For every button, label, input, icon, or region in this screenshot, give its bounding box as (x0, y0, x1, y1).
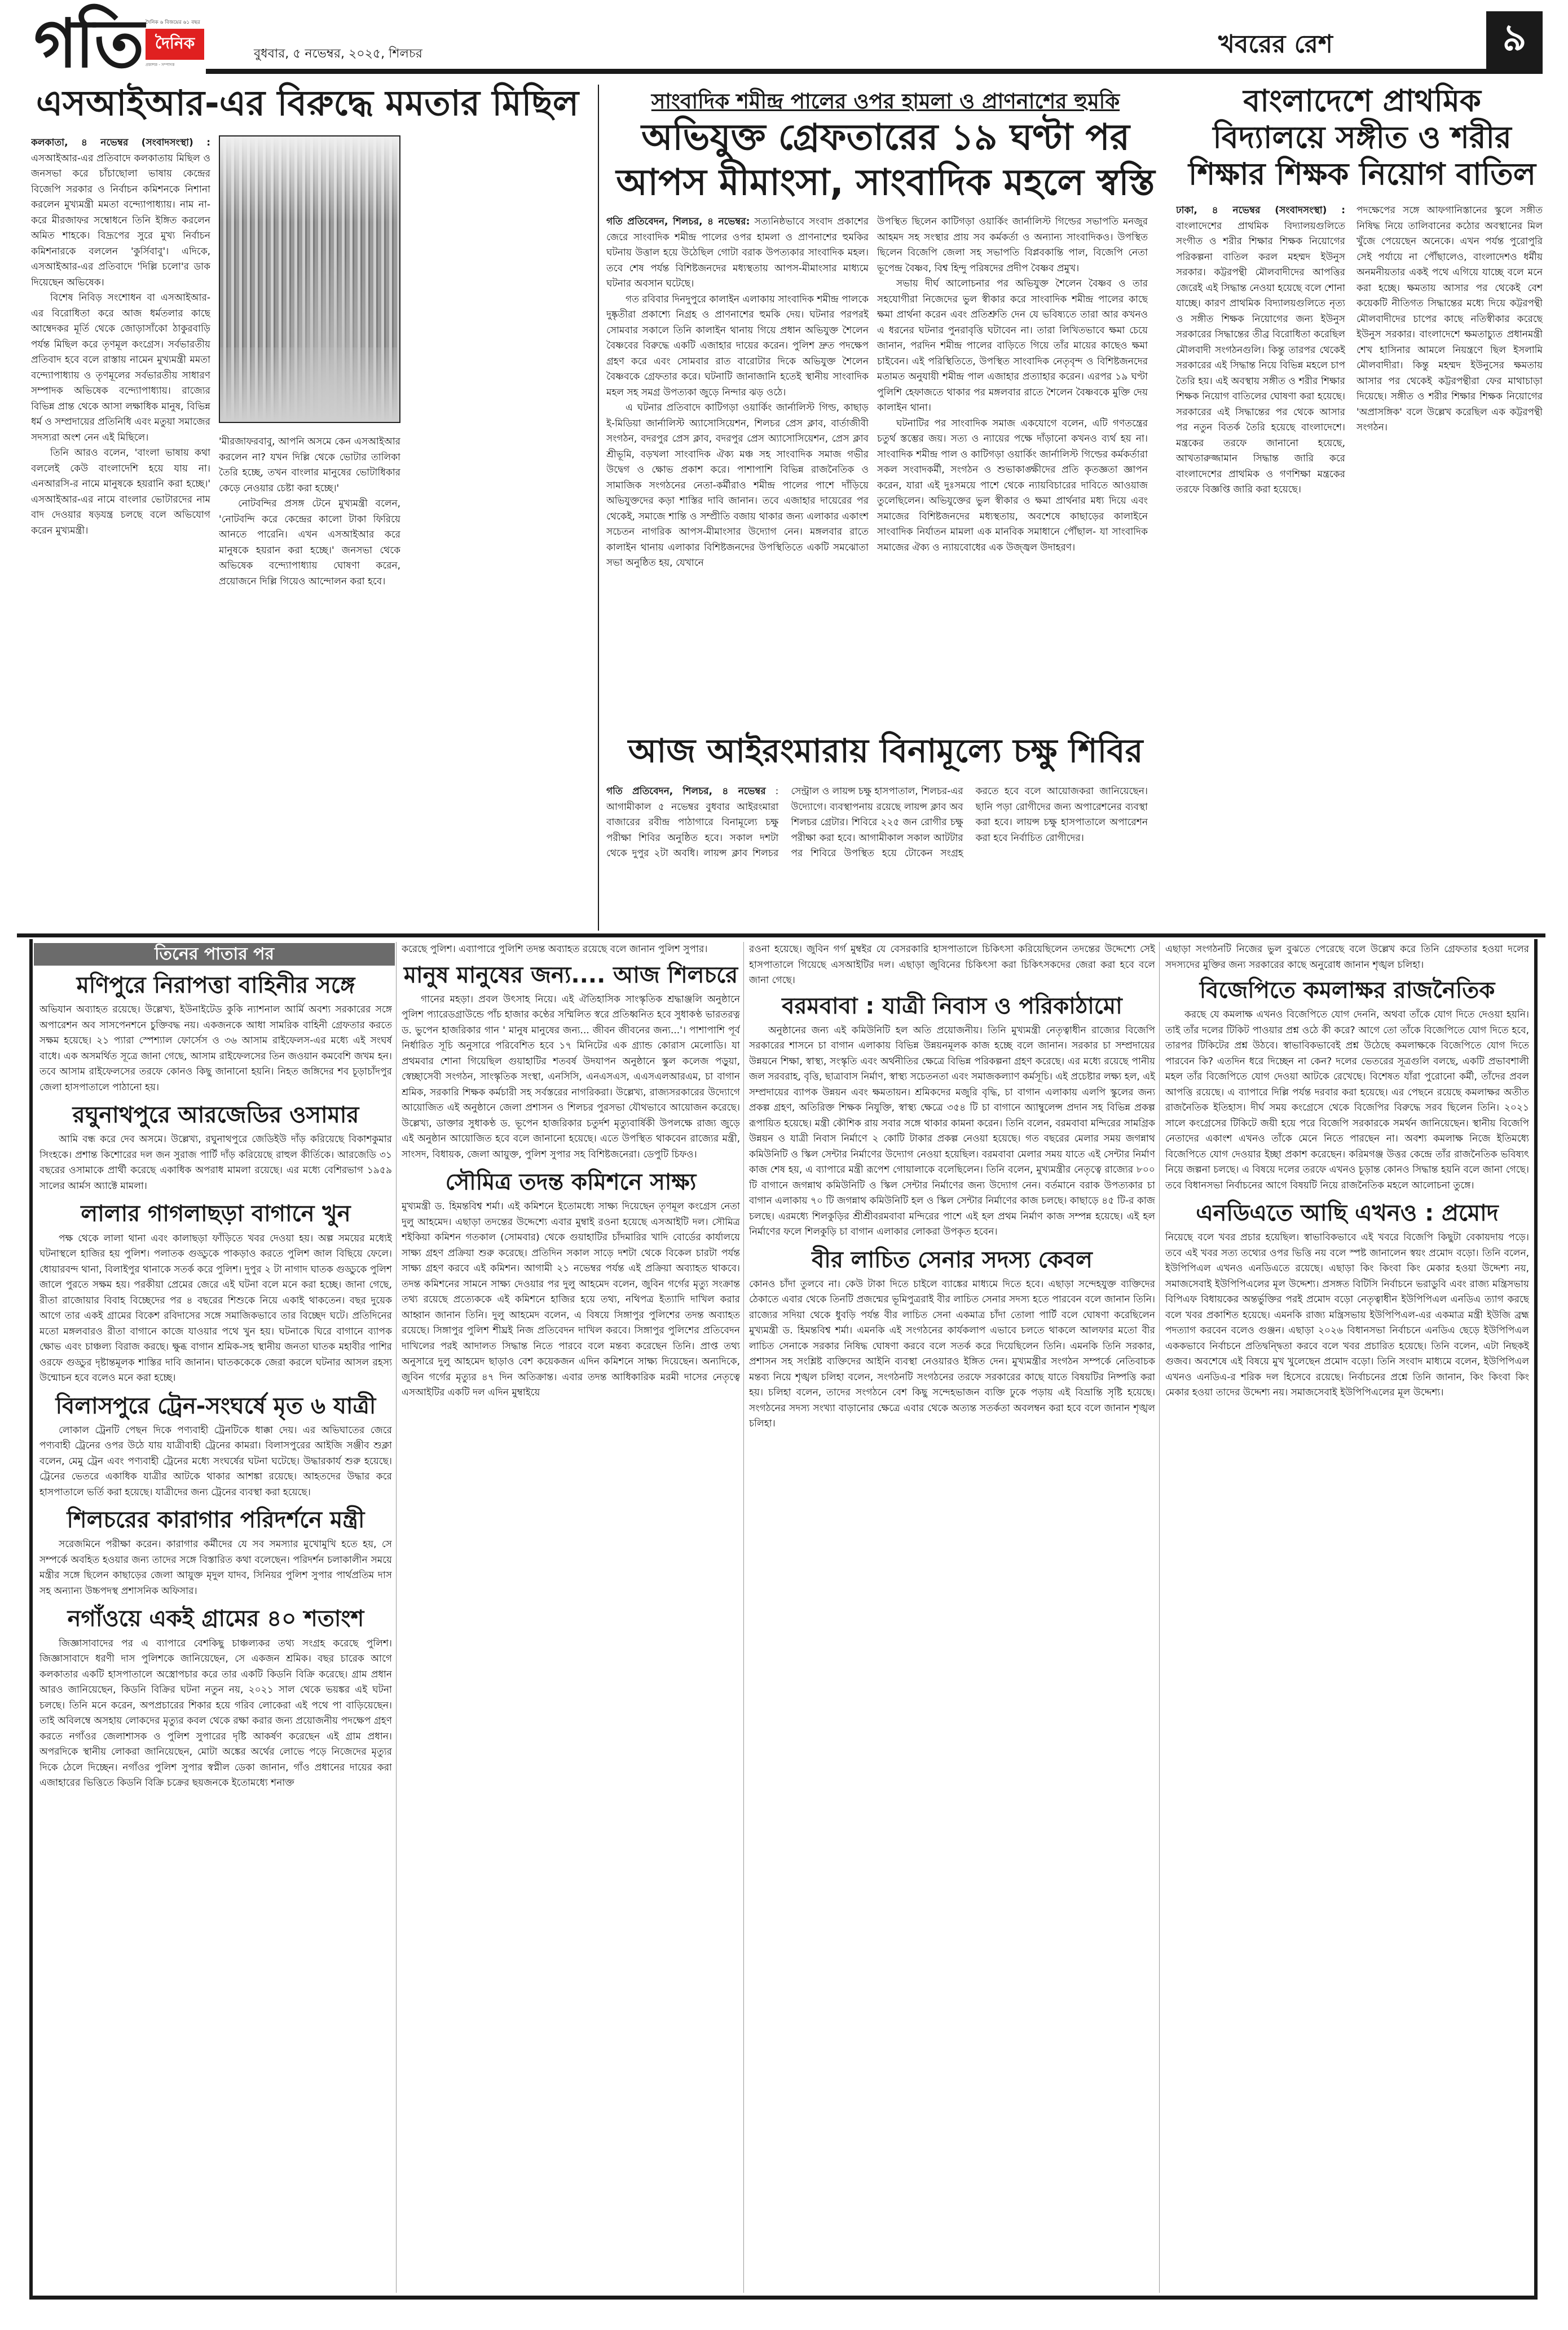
bangladesh-text: পদক্ষেপের সঙ্গে আফগানিস্তানের স্কুলে সঙ্গীত নিষিদ্ধ নিয়ে তালিবানের কঠোর অবস্থানের মিল খুঁজে পেয়েছেন অনেকে। এখন পর্যন্ত পুরোপুরি সেই পর্যায়ে না পৌঁছালেও, বাংলাদেশও ধর্মীয় অনমনীয়তার একই পথে এগিয়ে যাচ্ছে বলে মনে করা হচ্ছে। ক্ষমতায় আসার পর থেকেই বেশ কয়েকটি নীতিগত সিদ্ধান্তের মধ্যে দিয়ে কট্টরপন্থী মৌলবাদীদের চাপের কাছে নতিস্বীকার করেছে ইউনুস সরকার। বাংলাদেশে ক্ষমতাচ্যুত প্রধানমন্ত্রী শেখ হাসিনার আমলে নিয়ন্ত্রণে ছিল ইসলামি মৌলবাদীরা। কিন্তু মহম্মদ ইউনুসের ক্ষমতায় আসার পর থেকেই কট্টরপন্থীরা ফের মাথাচাড়া দিয়েছে। সঙ্গীত ও শরীর শিক্ষার শিক্ষক নিয়োগের 'অপ্রাসঙ্গিক' বলে উল্লেখ করেছিল এক কট্টরপন্থী সংগঠন। (1356, 205, 1543, 433)
daily-badge (146, 18, 204, 70)
column-divider (598, 85, 599, 931)
manipur-text: অভিযান অব্যাহত রয়েছে। উল্লেখ্য, ইউনাইটেড কুকি ন্যাশনাল আর্মি অবশ্য সরকারের সঙ্গে অপারেশন অব সাসপেনশনে চুক্তিবদ্ধ নয়। একজনকে আধা সামরিক বাহিনী গ্রেফতার করতে সক্ষম হয়েছে। ২১ প্যারা স্পেশ্যাল ফোর্সেস ও ৩৬ আসাম রাইফেলস-এর মধ্যে এই সংঘর্ষ বাধে। এক অসমর্থিত সূত্রে জানা গেছে, আসাম রাইফেলসের তিন জওয়ান কমবেশি জখম হন। তবে আসাম রাইফেলসের তরফে কোনও কিছু জানানো হয়নি। নিহত জঙ্গিদের শব চূড়াচাঁদপুর জেলা হাসপাতালে পাঠানো হয়। (39, 1004, 392, 1093)
zubeen-continued-text: রওনা হয়েছে। জুবিন গর্গ মুম্বইর যে বেসরকারি হাসপাতালে চিকিৎসা করিয়েছিলেন তদন্তের উদ্দেশ্যে সেই হাসপাতালে গিয়েছে এসআইটির দল। এছাড়া জুবিনের চিকিৎসা করা চিকিৎসকদের জেরা করা হবে বলে জানা গেছে। (749, 944, 1155, 986)
bir-lachit-text: কোনও চাঁদা তুলবে না। কেউ টাকা দিতে চাইলে ব্যাঙ্কের মাধ্যমে দিতে হবে। এছাড়া সন্দেহযুক্ত ব্যক্তিদের ঠেকাতে এবার থেকে তিনটি প্রজন্মের ভূমিপুত্ররাই বীর লাচিত সেনার সদস্য হতে পারবেন বলে জানান তিনি। রাজ্যের সদিয়া থেকে ধুবড়ি পর্যন্ত বীর লাচিত সেনা একমাত্র চাঁদা তোলা পার্টি বলে ঘোষণা করেছিলেন মুখ্যমন্ত্রী ড. হিমন্তবিশ্ব শর্মা। এমনকি এই সংগঠনের কার্যকলাপ এভাবে চলতে থাকলে আলফার মতো বীর লাচিত সেনাকে সরকার নিষিদ্ধ ঘোষণা করবে বলে সতর্ক করে দিয়েছিলেন তিনি। এমনকি তিনি সরকার, প্রশাসন সহ সংশ্লিষ্ট ব্যক্তিদের আইনি ব্যবস্থা নেওয়ারও ইঙ্গিত দেন। মুখ্যমন্ত্রীর সংগঠন সম্পর্কে নেতিবাচক মন্তব্য নিয়ে শৃঙ্খল চলিহা বলেন, সংগঠনটি সংগঠনের তরফে সরকারের কাছে যাতে বিষয়টির নিষ্পত্তি করা হয়। চলিহা বলেন, তাদের সংগঠনে বেশ কিছু সন্দেহভাজন ব্যক্তি ঢুকে পড়ায় এই বিভ্রান্তি সৃষ্টি হয়েছে। সংগঠনের সদস্য সংখ্যা বাড়ানোর ক্ষেত্রে এবার থেকে অত্যন্ত সতর্কতা অবলম্বন করা হবে বলে জানান শৃঙ্খল চলিহা। (749, 1278, 1155, 1430)
bilaspur-text: লোকাল ট্রেনটি পেছন দিকে পণ্যবাহী ট্রেনটিকে ধাক্কা দেয়। এর অভিঘাতের জেরে পণ্যবাহী ট্রেনের ওপর উঠে যায় যাত্রীবাহী ট্রেনের কামরা। বিলাসপুরের আইজি সঞ্জীব শুক্লা বলেন, মেমু ট্রেন এবং পণ্যবাহী ট্রেনের মধ্যে সংঘর্ষের ঘটনা ঘটেছে। উদ্ধারকার্য শুরু হয়েছে। ট্রেনের ভেতরে একাধিক যাত্রীর আটকে থাকার আশঙ্কা রয়েছে। আহতদের উদ্ধার করে হাসপাতালে ভর্তি করা হয়েছে। যাত্রীদের জন্য ট্রেনের ব্যবস্থা করা হয়েছে। (39, 1424, 392, 1498)
journalist-kicker: সাংবাদিক শমীন্দ্র পালের ওপর হামলা ও প্রাণনাশের হুমকি (651, 89, 1120, 113)
continued-col1 (39, 970, 392, 2290)
bangladesh-article-col1 (1176, 203, 1345, 931)
journalist-headline-line2: আপস মীমাংসা, সাংবাদিক মহলে স্বস্তি (616, 162, 1155, 204)
kamalakhya-headline: বিজেপিতে কমলাক্ষর রাজনৈতিক (1199, 977, 1495, 1003)
page-number: ৯ (1486, 11, 1543, 69)
mamata-para: 'মীরজাফরবাবু, আপনি অসমে কেন এসআইআর করলেন না? যখন দিল্লি থেকে ভোটার তালিকা তৈরি হচ্ছে, তখন বাংলার মানুষের ভোটাধিকার কেড়ে নেওয়ার চেষ্টা করা হচ্ছে।' (219, 436, 400, 494)
eye-camp-headline: আজ আইরংমারায় বিনামূল্যে চক্ষু শিবির (628, 732, 1143, 770)
raghunathpur-headline: রঘুনাথপুরে আরজেডির ওসামার (72, 1102, 359, 1129)
bangladesh-headline-line2: বিদ্যালয়ে সঙ্গীত ও শরীর (1213, 120, 1512, 155)
section-divider (17, 933, 1545, 937)
baram-baba-headline: বরমবাবা : যাত্রী নিবাস ও পরিকাঠামো (782, 993, 1122, 1019)
pramod-text: নিয়েছে বলে খবর প্রচার হয়েছিল। স্বাভাবিকভাবে এই খবরে বিজেপি কিছুটা বেকায়দায় পড়ে। তবে এই খবর সত্য তথ্যের ওপর ভিত্তি নয় বলে স্পষ্ট জানালেন স্বয়ং প্রমোদ বড়ো। তিনি বলেন, ইউপিপিএল এখনও এনডিএতে রয়েছে। এছাড়া কিং কিংবা কিং মেকার হওয়া উদ্দেশ্য নয়, সমাজসেবাই ইউপিপিএলের মূল উদ্দেশ্য। প্রসঙ্গত বিটিসি নির্বাচনে ভরাডুবি এবং রাজ্য মন্ত্রিসভায় বিপিএফ বিধায়কের অন্তর্ভুক্তির পরই প্রমোদ বড়ো নেতৃত্বাধীন ইউপিপিএল এনডিএ ত্যাগ করছে বলে খবর প্রকাশিত হয়েছে। এমনকি রাজ্য মন্ত্রিসভায় ইউপিপিএল-এর একমাত্র মন্ত্রী ইউজি ব্রহ্ম পদত্যাগ করবেন বলেও গুঞ্জন। এছাড়া ২০২৬ বিধানসভা নির্বাচনে এনডিএ ছেড়ে ইউপিপিএল এককভাবে নির্বাচনে প্রতিদ্বন্দ্বিতা করবে বলে খবর প্রচারিত হয়েছে। তিনি বলেন, এটা নিছকই গুজব। অবশেষে এই বিষয়ে মুখ খুলেছেন প্রমোদ বড়ো। তিনি সংবাদ মাধ্যমে বলেন, ইউপিপিএল এখনও এনডিএ-র শরিক দল হিসেবে রয়েছে। নির্বাচনের প্রশ্নে তিনি জানান, কিং কিংবা কিং মেকার হওয়া তাদের উদ্দেশ্য নয়। সমাজসেবাই ইউপিপিএলের মূল উদ্দেশ্য। (1165, 1232, 1529, 1399)
column-divider (1159, 942, 1160, 2293)
pramod-headline: এনডিএতে আছি এখনও : প্রমোদ (1196, 1200, 1499, 1227)
bangladesh-headline-line3: শিক্ষার শিক্ষক নিয়োগ বাতিল (1188, 156, 1536, 192)
manush-text: গানের মহড়া। প্রবল উৎসাহ নিয়ে। এই ঐতিহাসিক সাংস্কৃতিক শ্রদ্ধাঞ্জলি অনুষ্ঠানে পুলিশ প্যারেডগ্রাউন্ডে পাঁচ হাজার কণ্ঠের সম্মিলিত স্বরে প্রতিধ্বনিত হবে সুধাকণ্ঠ ভারতরত্ন ড. ভুপেন হাজরিকার গান ' মানুষ মানুষের জন্য... জীবন জীবনের জন্য...'। পাশাপাশি পূর্ব নির্ধারিত সূচি অনুসারে পরিবেশিত হবে ১৭ মিনিটের এক গ্র্যান্ড কোরাস মেলোডি। যা প্রথমবার শোনা গিয়েছিল গুয়াহাটির শতবর্ষ উদযাপন অনুষ্ঠানে স্কুল কলেজ পড়ুয়া, স্বেচ্ছাসেবী সংগঠন, সাংস্কৃতিক সংস্থা, এনসিসি, এনএসএস, এএসএলআরএম, চা বাগান শ্রমিক, সরকারি শিক্ষক কর্মচারী সহ সর্বস্তরের নাগরিকরা। উল্লেখ্য, রাজ্যসরকারের উদ্যোগে আয়োজিত এই অনুষ্ঠানে জেলা প্রশাসন ও শিলচর পুরসভা যৌথভাবে আয়োজন করেছে। উল্লেখ্য, ডাক্তার সুধাকণ্ঠ ড. ভূপেন হাজরিকার চতুর্দশ মৃত্যুবার্ষিকী উপলক্ষে রাজ্য জুড়ে এই অনুষ্ঠান আয়োজিত হবে বলে জানানো হয়েছে। এতে উপস্থিত থাকবেন রাজ্যের মন্ত্রী, সাংসদ, বিধায়ক, জেলা আয়ুক্ত, পুলিশ সুপার সহ বিশিষ্টজনেরা। ডেপুটি চিফও। (402, 993, 740, 1160)
journalist-para: এ ঘটনার প্রতিবাদে কাটিগড়া ওয়ার্কিং জার্নালিস্ট গিল্ড, কাছাড় ই-মিডিয়া জার্নালিস্ট অ্যাসোসিয়েশন, শিলচর প্রেস ক্লাব, বার্তাজীবী সংগঠন, বদরপুর প্রেস ক্লাব, বদরপুর প্রেস অ্যাসোসিয়েশন, প্রেস ক্লাব শ্রীভূমি, বড়খলা সাংবাদিক ঐক্য মঞ্চ সহ সাংবাদিক সমাজ গভীর উদ্বেগ ও ক্ষোভ প্রকাশ করে। পাশাপাশি বিভিন্ন রাজনৈতিক ও সামাজিক সংগঠনের নেতা-কর্মীরাও শমীন্দ্র পালের পাশে দাঁড়িয়ে অভিযুক্তদের কড়া শাস্তির দাবি জানান। তবে এজাহার দায়েরের পর থেকেই, সমাজে শান্তি ও সম্প্রীতি বজায় থাকার জন্য এলাকার একাংশ সচেতন নাগরিক আপস-মীমাংসার উদ্যোগ নেন। মঙ্গলবার রাতে কালাইন থানায় এলাকার বিশিষ্টজনদের উপস্থিতিতে একটি সমঝোতা সভা অনুষ্ঠিত হয়, যেখানে (606, 402, 869, 569)
raghunathpur-text: আমি বন্ধ করে দেব অসমে। উল্লেখ্য, রঘুনাথপুরে জেডিইউ দাঁড় করিয়েছে বিকাশকুমার সিংহকে। প্রশান্ত কিশোরের দল জন সুরাজ পার্টি দাঁড় করিয়েছে রাহুল কীর্তিকে। আরজেডি ৩১ বছরের ওসামাকে প্রার্থী করেছে একাধিক অপরাধ মামলা রয়েছে। এর মধ্যে বেশিরভাগ ১৯৫৯ সালের আর্মস অ্যাক্টে মামলা। (39, 1134, 392, 1192)
silchar-jail-headline: শিলচরের কারাগার পরিদর্শনে মন্ত্রী (67, 1507, 365, 1534)
journalist-article-col1 (606, 214, 869, 725)
journalist-para: সভায় দীর্ঘ আলোচনার পর অভিযুক্ত শৈলেন বৈষ্ণব ও তার সহযোগীরা নিজেদের ভুল স্বীকার করে সাংবাদিক শমীন্দ্র পালের কাছে ক্ষমা প্রার্থনা করেন এবং প্রতিশ্রুতি দেন যে ভবিষ্যতে তারা আর কখনও এ ধরনের ঘটনার পুনরাবৃত্তি ঘটাবেন না। তারা লিখিতভাবে ক্ষমা চেয়ে জানান, পরদিন শমীন্দ্র পালের বাড়িতে গিয়ে তাঁর মায়ের কাছেও ক্ষমা চাইবেন। এই পরিস্থিতিতে, উপস্থিত সাংবাদিক নেতৃবৃন্দ ও বিশিষ্টজনদের মতামত অনুযায়ী শমীন্দ্র পাল এজাহার প্রত্যাহার করেন। এরপর ১৯ ঘণ্টা পুলিশি হেফাজতে থাকার পর মঙ্গলবার রাতে শৈলেন বৈষ্ণবকে মুক্তি দেয় কালাইন থানা। (877, 278, 1148, 413)
eye-camp-text: : আগামীকাল ৫ নভেম্বর বুধবার আইরংমারা বাজারের রবীন্দ্র পাঠাগারে বিনামূল্যে চক্ষু পরীক্ষা শিবির অনুষ্ঠিত হবে। সকাল দশটা থেকে দুপুর ২টা অবধি। লায়ন্স ক্লাব শিলচর সেন্ট্রাল ও লায়ন্স চক্ষু হাসপাতাল, শিলচর-এর উদ্যোগে। ব্যবস্থাপনায় রয়েছে লায়ন্স ক্লাব অব শিলচর গ্রেটার। শিবিরে ২২৫ জন রোগীর চক্ষু পরীক্ষা করা হবে। আগামীকাল সকাল আটটার পর শিবিরে উপস্থিত হয়ে টোকেন সংগ্রহ করতে হবে বলে আয়োজকরা জানিয়েছেন। ছানি পড়া রোগীদের জন্য অপারেশনের ব্যবস্থা করা হবে। লায়ন্স চক্ষু হাসপাতালে অপারেশন করা হবে নির্বাচিত রোগীদের। (606, 786, 1148, 859)
bir-lachit-headline: বীর লাচিত সেনার সদস্য কেবল (812, 1247, 1093, 1273)
bangladesh-article-col2 (1356, 203, 1543, 931)
badge-label: দৈনিক (146, 29, 204, 60)
soumitra-headline: সৌমিত্র তদন্ত কমিশনে সাক্ষ্য (445, 1169, 697, 1196)
manush-headline: মানুষ মানুষের জন্য.... আজ শিলচরে (403, 962, 738, 988)
photo-road (220, 347, 399, 422)
kamalakhya-text: করছে যে কমলাক্ষ এখনও বিজেপিতে যোগ দেননি, অথবা তাঁকে যোগ দিতে দেওয়া হয়নি। তাই তাঁর দলের টিকিট পাওয়ার প্রশ্ন ওঠে কী করে? আগে তো তাঁকে বিজেপিতে যোগ দিতে হবে, তারপর টিকিটের প্রশ্ন উঠবে। স্বাভাবিকভাবেই প্রশ্ন উঠেছে কমলাক্ষকে বিজেপিতে যোগ দিতে পারবেন কি? এতদিন ধরে দিচ্ছেন না কেন? দলের ভেতরের সূত্রগুলি বলছে, একটি প্রভাবশালী মহল তাঁর বিজেপিতে যোগ দেওয়া আটকে রেখেছে। বিশেষত যাঁরা পুরোনো কর্মী, তাঁদের প্রবল আপত্তি রয়েছে। এ ব্যাপারে দিল্লি পর্যন্ত দরবার করা হয়েছে। এর পেছনে রয়েছে কমলাক্ষর অতীত রাজনৈতিক ইতিহাস। দীর্ঘ সময় কংগ্রেসে থেকে বিজেপির বিরুদ্ধে সরব ছিলেন তিনি। ২০২১ সালে কংগ্রেসের টিকিটে জয়ী হয়ে পরে বিজেপি সরকারকে সমর্থন জানিয়েছেন। স্থানীয় বিজেপি নেতাদের একাংশ এখনও তাঁকে মেনে নিতে পারছেন না। অবশ্য কমলাক্ষ নিজে ইতিমধ্যে বিজেপিতে যোগ দেওয়ার ইচ্ছা প্রকাশ করেছেন। করিমগঞ্জ উত্তর কেন্দ্রে তাঁর রাজনৈতিক ভবিষ্যৎ নিয়ে জল্পনা চলছে। এ বিষয়ে দলের তরফে এখনও চূড়ান্ত কোনও সিদ্ধান্ত হয়নি বলে জানা গেছে। তবে বিধানসভা নির্বাচনের আগে বিষয়টি নিয়ে রাজনৈতিক মহলে আলোচনা তুঙ্গে। (1165, 1009, 1529, 1191)
continued-col2 (402, 942, 740, 2290)
journalist-para: ঘটনাটির পর সাংবাদিক সমাজ একযোগে বলেন, এটি গণতন্ত্রের চতুর্থ স্তম্ভের জয়। সত্য ও ন্যায়ের পক্ষে দাঁড়ানো কখনও ব্যর্থ হয় না। সাংবাদিক শমীন্দ্র পাল ও কাটিগড়া ওয়ার্কিং জার্নালিস্ট গিল্ডের কর্মকর্তারা সকল সংবাদকর্মী, সংগঠন ও শুভাকাঙ্ক্ষীদের প্রতি কৃতজ্ঞতা জ্ঞাপন করেন, যারা এই দুঃসময়ে পাশে থেকে ন্যায়বিচারের দাবিতে আওয়াজ তুলেছিলেন। অভিযুক্তের ভুল স্বীকার ও ক্ষমা প্রার্থনার মধ্য দিয়ে এবং সমাজের বিশিষ্টজনদের মধ্যস্থতায়, অবশেষে কাছাড়ের কালাইনে সাংবাদিক নির্যাতন মামলা এক মানবিক সমাধানে পৌঁছাল- যা সাংবাদিক সমাজের ঐক্য ও ন্যায়বোধের এক উজ্জ্বল উদাহরণ। (877, 417, 1148, 553)
newspaper-logo: গতি (34, 5, 142, 82)
section-title: খবরের রেশ (1218, 30, 1333, 59)
badge-bottom-text: প্রকাশক - সম্পাদক (146, 63, 175, 67)
lala-headline: লালার গাগলাছড়া বাগানে খুন (81, 1201, 351, 1227)
nagaon-headline: নগাঁওয়ে একই গ্রামের ৪০ শতাংশ (67, 1606, 364, 1632)
photo-sky (220, 136, 399, 222)
soumitra-text: মুখ্যমন্ত্রী ড. হিমন্তবিশ্ব শর্মা। এই কমিশনে ইতোমধ্যে সাক্ষ্য দিয়েছেন তৃণমূল কংগ্রেস নেতা দুলু আহমেদ। এছাড়া তদন্তের উদ্দেশ্যে এবার মুম্বাই রওনা হয়েছে এসআইটি দল। সৌমিত্র শইকিয়া কমিশন গতকাল (সোমবার) থেকে গুয়াহাটির চাঁদমারির খাদি বোর্ডের কার্যালয়ে সাক্ষ্য গ্রহণ প্রক্রিয়া শুরু করেছে। প্রতিদিন সকাল সাড়ে দশটা থেকে বিকেল চারটা পর্যন্ত সাক্ষ্য গ্রহণ করবে এই কমিশন। আগামী ২১ নভেম্বর পর্যন্ত এই প্রক্রিয়া অব্যাহত থাকবে। তদন্ত কমিশনের সামনে সাক্ষ্য দেওয়ার পর দুলু আহমেদ বলেন, জুবিন গর্গের মৃত্যু সংক্রান্ত তথ্য রয়েছে প্রত্যেককে এই কমিশনে হাজির হয়ে তথ্য, নথিপত্র ইত্যাদি দাখিল করার আহ্বান জানান তিনি। দুলু আহমেদ বলেন, এ বিষয়ে সিঙ্গাপুর পুলিশের তদন্ত অব্যাহত রয়েছে। সিঙ্গাপুর পুলিশ শীঘ্রই নিজ প্রতিবেদন দাখিল করবে। সিঙ্গাপুর পুলিশের প্রতিবেদন দাখিলের পরই আদালত সিদ্ধান্ত নিতে পারবে বলে মন্তব্য করেছেন তিনি। প্রাপ্ত তথ্য অনুসারে দুলু আহমেদ ছাড়াও বেশ কয়েকজন এদিন কমিশনে সাক্ষ্য দিয়েছেন। অন্যদিকে, জুবিন গর্গের মৃত্যুর ৪৭ দিন অতিক্রান্ত। এবার তদন্ত আধিকারিক মরমী দাসের নেতৃত্বে এসআইটির একটি দল এদিন মুম্বাইয়ে (402, 1201, 740, 1399)
bangladesh-headline-line1: বাংলাদেশে প্রাথমিক (1243, 83, 1481, 118)
journalist-para: গত রবিবার দিনদুপুরে কালাইন এলাকায় সাংবাদিক শমীন্দ্র পালকে দুষ্কৃতীরা প্রকাশ্যে নিগ্রহ ও প্রাণনাশের হুমকি দেয়। ঘটনার পরপরই সোমবার সকালে তিনি কালাইন থানায় গিয়ে প্রধান অভিযুক্ত শৈলেন বৈষ্ণবের বিরুদ্ধে একটি এজাহার দায়ের করেন। পুলিশ দ্রুত পদক্ষেপ গ্রহণ করে এবং সোমবার রাত বারোটার দিকে অভিযুক্ত শৈলেন বৈষ্ণবকে গ্রেফতার করে। ঘটনাটি জানাজানি হতেই স্থানীয় সাংবাদিক মহল সহ সমগ্র উপত্যকা জুড়ে নিন্দার ঝড় ওঠে। (606, 293, 869, 398)
mamata-para: এসআইআর-এর প্রতিবাদে কলকাতায় মিছিল ও জনসভা করে চাঁচাছোলা ভাষায় কেন্দ্রের বিজেপি সরকার ও নির্বাচন কমিশনকে নিশানা করলেন মুখ্যমন্ত্রী মমতা বন্দ্যোপাধ্যায়। নাম না-করে মীরজাফর সম্বোধনে তিনি ইঙ্গিত করলেন অমিত শাহকে। বিদ্রূপের সুরে মুখ্য নির্বাচন কমিশনারকে বললেন 'কুর্সিবাবু'। এদিকে, এসআইআর-এর প্রতিবাদে 'দিল্লি চলো'র ডাক দিয়েছেন অভিষেক। (31, 152, 210, 288)
silchar-jail-text: সরেজমিনে পরীক্ষা করেন। কারাগার কর্মীদের যে সব সমস্যার মুখোমুখি হতে হয়, সে সম্পর্কে অবহিত হওয়ার জন্য তাদের সঙ্গে বিস্তারিত কথা বলেছেন। পরিদর্শন চলাকালীন সময়ে মন্ত্রীর সঙ্গে ছিলেন কাছাড়ের জেলা আয়ুক্ত মৃদুল যাদব, সিনিয়র পুলিশ সুপার পার্থপ্রতিম দাস সহ অন্যান্য উচ্চপদস্থ প্রশাসনিক অফিসার। (39, 1539, 392, 1597)
chaliha-continued-text: এছাড়া সংগঠনটি নিজের ভুল বুঝতে পেরেছে বলে উল্লেখ করে তিনি গ্রেফতার হওয়া দলের সদস্যদের মুক্তির জন্য সরকারের কাছে অনুরোধ জানান শৃঙ্খল চলিহা। (1165, 944, 1529, 971)
mamata-para: বিশেষ নিবিড় সংশোধন বা এসআইআর-এর বিরোধিতা করে আজ ধর্মতলার কাছে আম্বেদকর মূর্তি থেকে জোড়াসাঁকো ঠাকুরবাড়ি পর্যন্ত মিছিল করে তৃণমূল কংগ্রেস। সর্বভারতীয় প্রতিবাদ হবে বলে রাস্তায় নামেন মুখ্যমন্ত্রী মমতা বন্দ্যোপাধ্যায় ও তৃণমূলের সর্বভারতীয় সাধারণ সম্পাদক অভিষেক বন্দ্যোপাধ্যায়। রাজ্যের বিভিন্ন প্রান্ত থেকে আসা লক্ষাধিক মানুষ, বিভিন্ন ধর্ম ও সম্প্রদায়ের প্রতিনিধি এবং মতুয়া সমাজের সদস্যরা অংশ নেন এই মিছিলে। (31, 292, 210, 443)
mamata-headline: এসআইআর-এর বিরুদ্ধে মমতার মিছিল (36, 82, 579, 124)
bilaspur-headline: বিলাসপুরে ট্রেন-সংঘর্ষে মৃত ৬ যাত্রী (55, 1393, 376, 1419)
lala-text: পক্ষ থেকে লালা থানা এবং কালাছড়া ফাঁড়িতে খবর দেওয়া হয়। অল্প সময়ের মধ্যেই ঘটনাস্থলে হাজির হয় পুলিশ। পলাতক গুড্ডুকে পাকড়াও করতে পুলিশ জাল বিছিয়ে ফেলে। ধোয়ারবন্দ থানা, বিলাইপুর থানাকে সতর্ক করে পুলিশ। দুপুর ২ টা নাগাদ ঘাতক গুড্ডুকে পুলিশ জালে পুরতে সক্ষম হয়। পরকীয়া প্রেমের জেরে এই ঘটনা বলে মনে করা হচ্ছে। জানা গেছে, রীতা রাজোয়ার বিবাহ বিচ্ছেদের পর ৪ বছরের শিশুকে নিয়ে একাই থাকতেন। বছর দুয়েক আগে তার একই গ্রামের বিকেশ রবিদাসের সঙ্গে সমাজিকভাবে তার বিচ্ছেদ ঘটে। প্রতিদিনের মতো মঙ্গলবারও রীতা বাগানে কাজে যাওয়ার পথে খুন হয়। ঘটনাকে ঘিরে বাগানে ব্যাপক ক্ষোভ এবং চাঞ্চল্য বিরাজ করছে। ক্ষুব্ধ বাগান শ্রমিক-সহ স্থানীয় জনতা ঘাতক মহাবীর পাশির ওরফে গুড্ডুর দৃষ্টান্তমূলক শাস্তির দাবি জানান। ঘাতককেকে জেরা করলে ঘটনার আসল রহস্য উন্মোচন হবে বলেও মনে করা হচ্ছে। (39, 1232, 392, 1384)
box-right-border (1534, 939, 1538, 2298)
continued-col3 (749, 942, 1155, 2290)
box-bottom-border (29, 2296, 1538, 2300)
badge-top-text: দৈনিক ৬ বিজয়ের ৬১ বছর (146, 20, 200, 25)
journalist-para: উপস্থিত ছিলেন কাটিগড়া ওয়ার্কিং জার্নালিস্ট গিল্ডের সভাপতি মনজুর আহমদ সহ সংস্থার প্রায় সব কর্মকর্তা ও অন্যান্য সাংবাদিকও। উপস্থিত ছিলেন বিজেপি জেলা সহ সভাপতি বিপ্লবকান্তি পাল, বিজেপি নেতা ভূপেন্দ্র বৈষ্ণব, বিশ্ব হিন্দু পরিষদের প্রদীপ বৈষ্ণব প্রমুখ। (877, 216, 1148, 274)
masthead-rule (206, 69, 1543, 74)
mamata-article-col1 (31, 135, 210, 931)
nagaon-text: জিজ্ঞাসাবাদের পর এ ব্যাপারে বেশকিছু চাঞ্চল্যকর তথ্য সংগ্রহ করেছে পুলিশ। জিজ্ঞাসাবাদে ধরণী দাস পুলিশকে জানিয়েছেন, সে একজন শ্রমিক। বছর চারেক আগে কলকাতার একটি হাসপাতালে অস্ত্রোপচার করে তার একটি কিডনি বিক্রি করেছে। গ্রাম প্রধান আরও জানিয়েছেন, কিডনি বিক্রির ঘটনা নতুন নয়, ২০২১ সাল থেকে ভয়ঙ্কর এই ঘটনা চলছে। তিনি মনে করেন, অপপ্রচারের শিকার হয়ে গরিব লোকেরা এই পথে পা বাড়িয়েছেন। তাই অবিলম্বে অসহায় লোকদের মৃত্যুর কবল থেকে রক্ষা করার জন্য প্রয়োজনীয় পদক্ষেপ গ্রহণ করতে নগাঁওর জেলাশাসক ও পুলিশ সুপারের দৃষ্টি আকর্ষণ করেছেন এই গ্রাম প্রধান। অপরদিকে স্থানীয় লোকরা জানিয়েছেন, মোটা অঙ্কের অর্থের লোভে পড়ে নিজেদের মৃত্যুর দিকে ঠেলে দিচ্ছেন। নগাঁওর পুলিশ সুপার স্বপ্নীল ডেকা জানান, গাঁও প্রধানের দায়ের করা এজাহারের ভিত্তিতে কিডনি বিক্রি চক্রের ছয়জনকে ইতোমধ্যে শনাক্ত (39, 1637, 392, 1789)
column-divider (743, 942, 744, 2293)
mamata-para: তিনি আরও বলেন, 'বাংলা ভাষায় কথা বললেই কেউ বাংলাদেশি হয়ে যায় না। এনআরসি-র নামে মানুষকে হয়রানি করা হচ্ছে।' এসআইআর-এর নামে বাংলার ভোটারদের নাম বাদ দেওয়ার ষড়যন্ত্র চলছে বলে অভিযোগ করেন মুখ্যমন্ত্রী। (31, 447, 210, 536)
baram-baba-text: অনুষ্ঠানের জন্য এই কমিউনিটি হল অতি প্রয়োজনীয়। তিনি মুখ্যমন্ত্রী নেতৃত্বাধীন রাজ্যের বিজেপি সরকারের শাসনে চা বাগান এলাকায় বিভিন্ন উন্নয়নমূলক কাজ হচ্ছে বলে জানান। সরকার চা সম্প্রদায়ের উন্নয়নে শিক্ষা, স্বাস্থ্য, সংস্কৃতি এবং অর্থনীতির ক্ষেত্রে বিভিন্ন পরিকল্পনা গ্রহণ করেছে। এর মধ্যে রয়েছে পানীয় জল সরবরাহ, বৃত্তি, ছাত্রাবাস নির্মাণ, স্বাস্থ্য সচেতনতা এবং সমাজকল্যাণ কর্মসূচি। এই প্রচেষ্টার লক্ষ্য হল, এই সম্প্রদায়ের ব্যাপক উন্নয়ন এবং ক্ষমতায়ন। শ্রমিকদের মজুরি বৃদ্ধি, চা বাগান এলাকায় এলপি স্কুলের জন্য প্রকল্প গ্রহণ, অতিরিক্ত শিক্ষক নিযুক্তি, স্বাস্থ্য ক্ষেত্রে ৩৫৪ টি চা বাগানে অ্যাম্বুলেন্স প্রদান সহ বিভিন্ন প্রকল্প রূপায়িত হয়েছে। মন্ত্রী কৌশিক রায় সবার সঙ্গে থাকার কামনা করেন। তিনি বলেন, বরমবাবা মন্দিরের সামগ্রিক উন্নয়ন ও যাত্রী নিবাস নির্মাণে ২ কোটি টাকার প্রকল্প নেওয়া হয়েছে। গত বছরের মেলার সময় জগন্নাথ কমিউনিটি ও স্কিল সেন্টার নির্মাণের উদ্যোগ নেওয়া হয়েছিল। বরমবাবা মেলার সময় যাতে এই সেন্টার নির্মাণ কাজ শেষ হয়, এ ব্যাপারে মন্ত্রী রূপেশ গোয়ালাকে বলেছিলেন। তিনি বলেন, মুখ্যমন্ত্রীর নেতৃত্বে রাজ্যের ৮০০ টি বাগানে জগন্নাথ কমিউনিটি ও স্কিল সেন্টার নির্মাণের জন্য উদ্যোগ নেন। বর্তমানে বরাক উপত্যকার চা বাগান এলাকায় ৭০ টি জগন্নাথ কমিউনিটি হল ও স্কিল সেন্টার নির্মাণের কাজ চলছে। কাছাড়ে ৪৫ টি-র কাজ চলছে। এরমধ্যে শিলকুড়ির শ্রীশ্রীবরমবাবা মন্দিরের পাশে এই হল প্রথম নির্মাণ কাজ সম্পন্ন হয়েছে। এই হল নির্মাণের ফলে শিলকুড়ি চা বাগান এলাকার লোকরা উপকৃত হবেন। (749, 1024, 1155, 1238)
journalist-dateline: গতি প্রতিবেদন, শিলচর, ৪ নভেম্বর: (606, 216, 750, 227)
mamata-dateline: কলকাতা, ৪ নভেম্বর (সংবাদসংস্থা) : (31, 137, 210, 148)
eye-camp-article (606, 784, 1148, 902)
journalist-article-col2 (877, 214, 1148, 725)
mamata-para: নোটবন্দির প্রসঙ্গ টেনে মুখ্যমন্ত্রী বলেন, 'নোটবন্দি করে কেন্দ্রের কালো টাকা ফিরিয়ে আনতে পারেনি। এখন এসআইআর করে মানুষকে হয়রান করা হচ্ছে।' জনসভা থেকে অভিষেক বন্দ্যোপাধ্যায় ঘোষণা করেন, প্রয়োজনে দিল্লি গিয়েও আন্দোলন করা হবে। (219, 498, 400, 587)
issue-date: বুধবার, ৫ নভেম্বর, ২০২৫, শিলচর (254, 47, 422, 61)
journalist-headline-line1: অভিযুক্ত গ্রেফতারের ১৯ ঘণ্টা পর (641, 117, 1130, 158)
mamata-article-col2 (219, 434, 400, 931)
manipur-headline: মণিপুরে নিরাপত্তা বাহিনীর সঙ্গে (76, 972, 355, 998)
box-left-border (29, 939, 33, 2298)
journalist-para: সত্যনিষ্ঠভাবে সংবাদ প্রকাশের জেরে সাংবাদিক শমীন্দ্র পালের ওপর হামলা ও প্রাণনাশের হুমকির ঘটনায় উত্তাল হয়ে উঠেছিল গোটা বরাক উপত্যকার সাংবাদিক মহল। তবে শেষ পর্যন্ত বিশিষ্টজনদের মধ্যস্থতায় আপস-মীমাংসার মাধ্যমে ঘটনার অবসান ঘটেছে। (606, 216, 869, 289)
bangladesh-text: বাংলাদেশের প্রাথমিক বিদ্যালয়গুলিতে সংগীত ও শরীর শিক্ষার শিক্ষক নিয়োগের পরিকল্পনা বাতিল করল মহম্মদ ইউনুস সরকার। কট্টরপন্থী মৌলবাদীদের আপত্তির জেরেই এই সিদ্ধান্ত নেওয়া হয়েছে বলে শোনা যাচ্ছে। কারণ প্রাথমিক বিদ্যালয়গুলিতে নৃত্য ও সঙ্গীত শিক্ষক নিয়োগের জন্য ইউনুস সরকারের সিদ্ধান্তের তীব্র বিরোধিতা করেছিল মৌলবাদী সংগঠনগুলি। কিন্তু তারপর থেকেই সরকারের এই সিদ্ধান্ত নিয়ে বিভিন্ন মহলে চাপ তৈরি হয়। এই অবস্থায় সঙ্গীত ও শরীর শিক্ষার শিক্ষক নিয়োগ বাতিলের ঘোষণা করা হয়েছে। সরকারের এই সিদ্ধান্তের পর থেকে আসার পর নতুন বিতর্ক তৈরি হয়েছে বাংলাদেশে। মন্ত্রকের তরফে জানানো হয়েছে, আখতারুজ্জামান সিদ্ধান্ত জারি করে বাংলাদেশের প্রাথমিক ও গণশিক্ষা মন্ত্রকের তরফে বিজ্ঞপ্তি জারি করা হয়েছে। (1176, 220, 1345, 495)
bangladesh-dateline: ঢাকা, ৪ নভেম্বর (সংবাদসংস্থা) : (1176, 205, 1345, 216)
continued-col4 (1165, 942, 1529, 2290)
police-continued-text: করেছে পুলিশ। এব্যাপারে পুলিশি তদন্ত অব্যাহত রয়েছে বলে জানান পুলিশ সুপার। (402, 944, 708, 955)
column-divider (396, 942, 397, 2293)
continued-banner: তিনের পাতার পর (34, 943, 395, 966)
eye-camp-dateline: গতি প্রতিবেদন, শিলচর, ৪ নভেম্বর (606, 786, 766, 797)
rally-photo (219, 135, 400, 423)
